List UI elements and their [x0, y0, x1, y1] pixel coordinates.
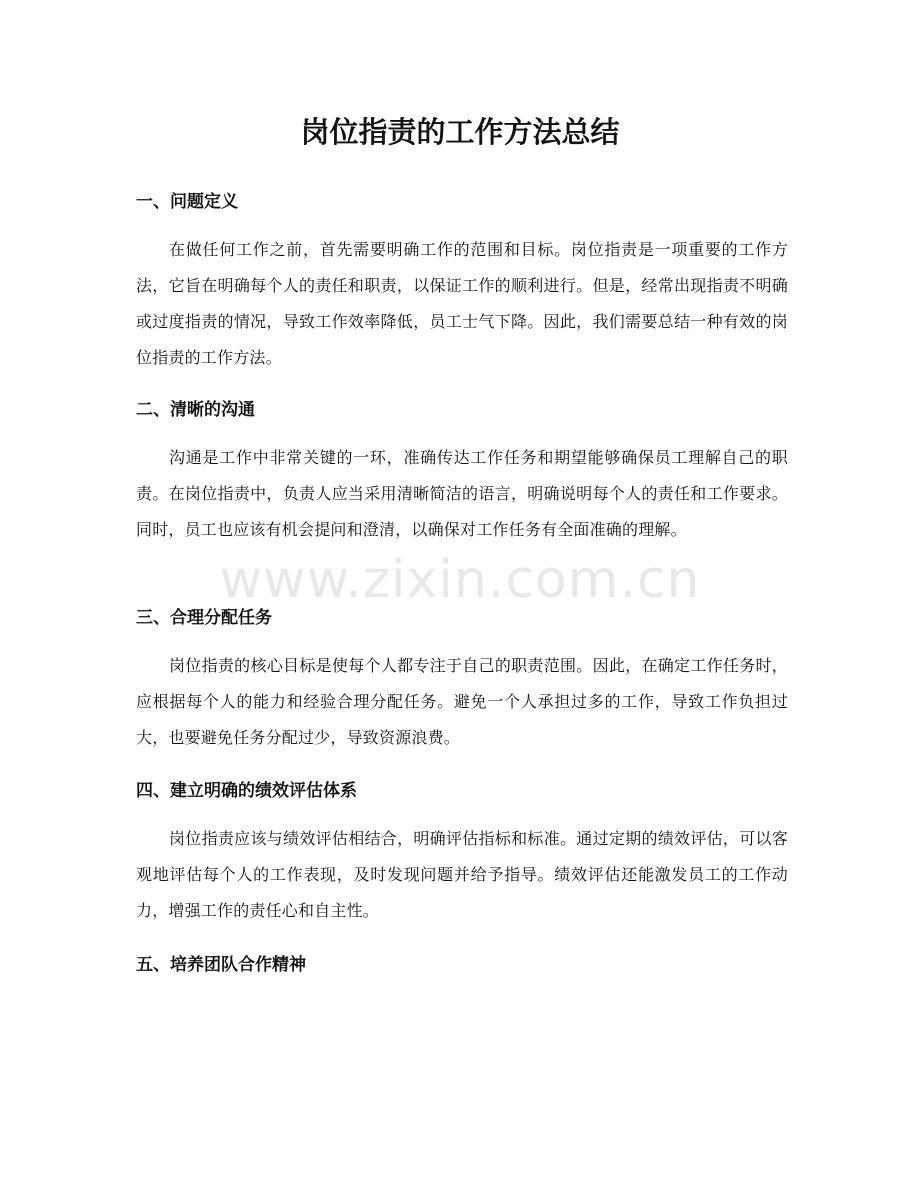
section-heading-1: 一、问题定义 — [136, 192, 238, 212]
section-paragraph-4: 岗位指责应该与绩效评估相结合，明确评估指标和标准。通过定期的绩效评估，可以客观地评估每个人的工作表现，及时发现问题并给予指导。绩效评估还能激发员工的工作动力，增强工作的责任心和自主性。 — [136, 829, 788, 920]
section-heading-4: 四、建立明确的绩效评估体系 — [136, 781, 357, 801]
section-paragraph-1: 在做任何工作之前，首先需要明确工作的范围和目标。岗位指责是一项重要的工作方法，它旨在明确每个人的责任和职责，以保证工作的顺利进行。但是，经常出现指责不明确或过度指责的情况，导致工作效率降低，员工士气下降。因此，我们需要总结一种有效的岗位指责的工作方法。 — [136, 240, 788, 367]
watermark: www.zixin.com.cn — [219, 550, 701, 610]
section-heading-2: 二、清晰的沟通 — [136, 400, 255, 420]
section-heading-5: 五、培养团队合作精神 — [136, 955, 306, 975]
section-heading-3: 三、合理分配任务 — [136, 608, 272, 628]
section-paragraph-3: 岗位指责的核心目标是使每个人都专注于自己的职责范围。因此，在确定工作任务时，应根据每个人的能力和经验合理分配任务。避免一个人承担过多的工作，导致工作负担过大，也要避免任务分配过少，导致资源浪费。 — [136, 656, 788, 747]
section-paragraph-2: 沟通是工作中非常关键的一环，准确传达工作任务和期望能够确保员工理解自己的职责。在岗位指责中，负责人应当采用清晰简洁的语言，明确说明每个人的责任和工作要求。同时，员工也应该有机会提问和澄清，以确保对工作任务有全面准确的理解。 — [136, 448, 788, 539]
document-title: 岗位指责的工作方法总结 — [300, 115, 620, 149]
